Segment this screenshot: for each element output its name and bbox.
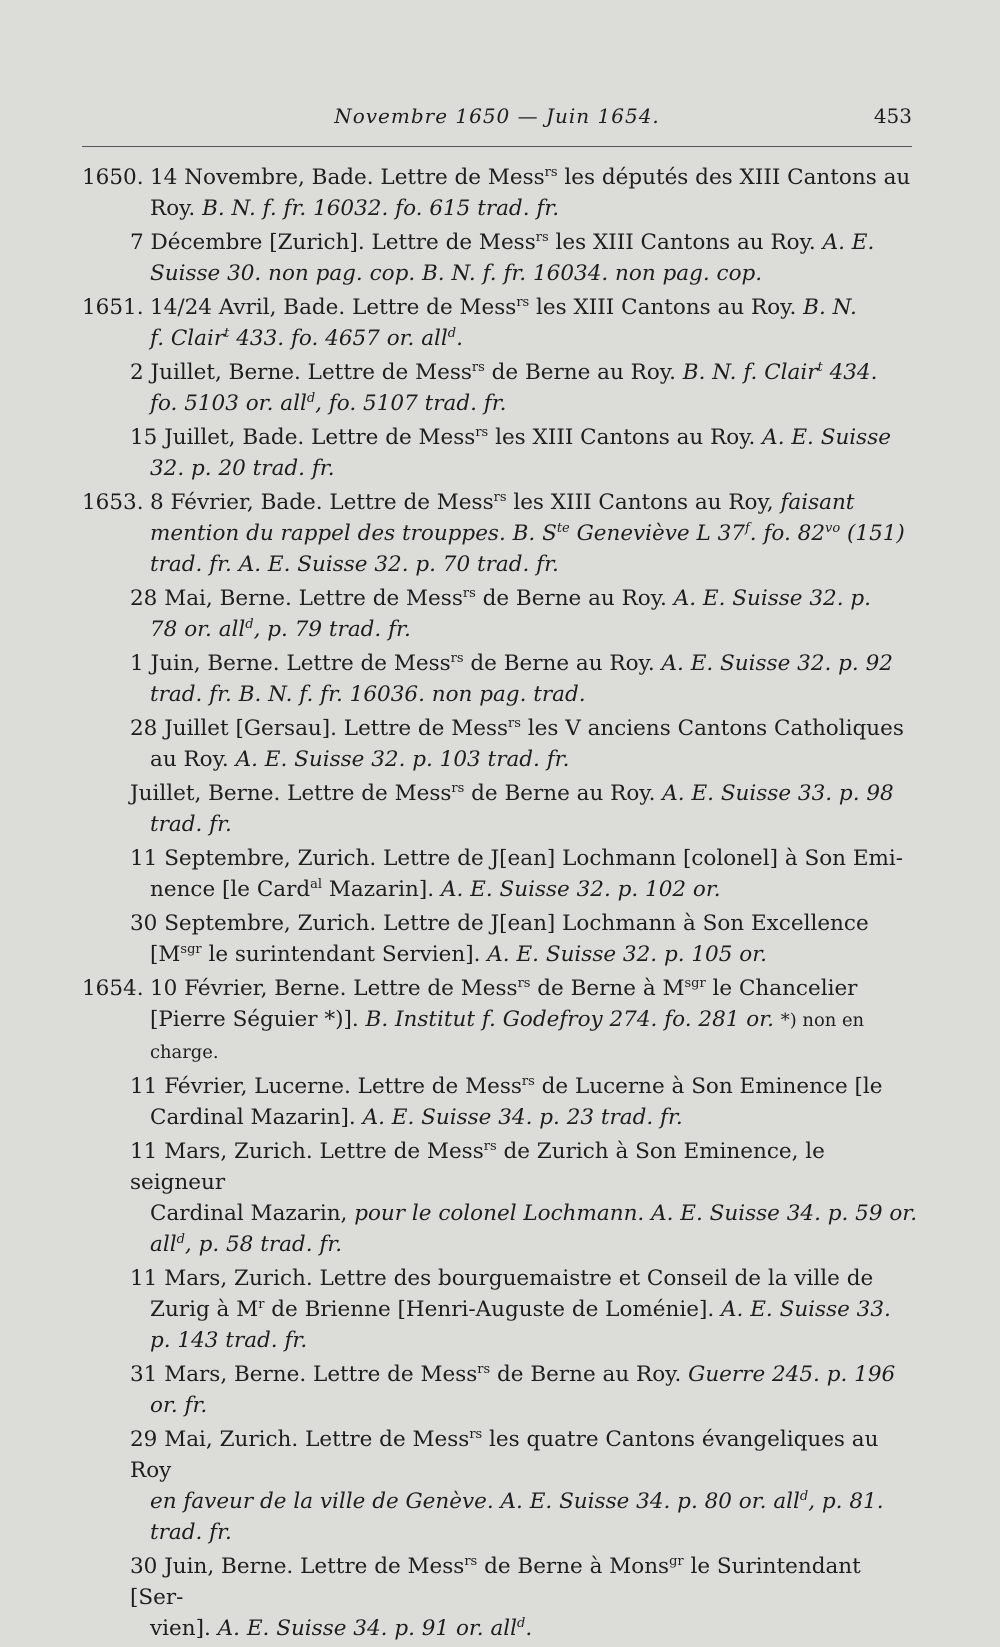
entry-line: fo. 5103 or. all$^d$, fo. 5107 trad. fr. <box>150 391 507 416</box>
entry-line: 7 Décembre [Zurich]. Lettre de Mess$^{rs}$ les XIII Cantons au Roy. A. E. <box>130 230 875 255</box>
entry-line: 14/24 Avril, Bade. Lettre de Mess$^{rs}$ les XIII Cantons au Roy. B. N. <box>150 295 857 320</box>
letter-entry <box>0 908 1000 970</box>
entry-line: Roy. B. N. f. fr. 16032. fo. 615 trad. fr. <box>150 196 560 221</box>
running-header <box>82 104 912 140</box>
letter-entry <box>0 1551 1000 1644</box>
letter-list <box>0 162 1000 1647</box>
entry-line: 10 Février, Berne. Lettre de Mess$^{rs}$ de Berne à $M^{sgr}$ le Chancelier <box>150 976 858 1001</box>
entry-line: 11 Septembre, Zurich. Lettre de J[ean] Lochmann [colonel] à Son Emi- <box>130 846 904 871</box>
entry-line: en faveur de la ville de Genève. A. E. Suisse 34. p. 80 or. all$^d$, p. 81. <box>150 1489 884 1514</box>
entry-year: 1651. <box>82 295 144 320</box>
letter-entry <box>0 1359 1000 1421</box>
letter-entry <box>0 1263 1000 1356</box>
letter-entry <box>0 422 1000 484</box>
entry-year: 1654. <box>82 976 144 1001</box>
entry-line: [$M^{sgr}$ le surintendant Servien]. A. E. Suisse 32. p. 105 or. <box>150 942 767 967</box>
entry-line: trad. fr. B. N. f. fr. 16036. non pag. trad. <box>150 682 586 707</box>
entry-line: f. Clair$^t$ 433. fo. 4657 or. all$^d$. <box>150 326 463 351</box>
letter-entry <box>0 1071 1000 1133</box>
letter-entry <box>0 292 1000 354</box>
letter-entry <box>0 1136 1000 1260</box>
entry-line: [Pierre Séguier *)]. B. Institut f. Godefroy 274. fo. 281 or. *) non en charge. <box>150 1007 865 1063</box>
entry-line: 11 Février, Lucerne. Lettre de Mess$^{rs}$ de Lucerne à Son Eminence [le <box>130 1074 883 1099</box>
letter-entry <box>0 713 1000 775</box>
letter-entry <box>0 357 1000 419</box>
letter-entry <box>0 227 1000 289</box>
entry-line: au Roy. A. E. Suisse 32. p. 103 trad. fr. <box>150 747 570 772</box>
entry-year: 1650. <box>82 165 144 190</box>
entry-line: 28 Mai, Berne. Lettre de Mess$^{rs}$ de Berne au Roy. A. E. Suisse 32. p. <box>130 586 871 611</box>
entry-line: 14 Novembre, Bade. Lettre de Mess$^{rs}$ les députés des XIII Cantons au <box>150 165 911 190</box>
entry-line: nence [le Card$^{al}$ Mazarin]. A. E. Suisse 32. p. 102 or. <box>150 877 721 902</box>
entry-line: 28 Juillet [Gersau]. Lettre de Mess$^{rs}$ les V anciens Cantons Catholiques <box>130 716 904 741</box>
entry-line: trad. fr. A. E. Suisse 32. p. 70 trad. fr. <box>150 552 559 577</box>
entry-line: 11 Mars, Zurich. Lettre des bourguemaistre et Conseil de la ville de <box>130 1266 874 1291</box>
entry-line: 29 Mai, Zurich. Lettre de Mess$^{rs}$ les quatre Cantons évangeliques au Roy <box>130 1427 879 1483</box>
entry-line: 32. p. 20 trad. fr. <box>150 456 335 481</box>
entry-line: 30 Juin, Berne. Lettre de Mess$^{rs}$ de Berne à Mons$^{gr}$ le Surintendant [Ser- <box>130 1554 861 1610</box>
entry-line: vien]. A. E. Suisse 34. p. 91 or. all$^d$. <box>150 1616 533 1641</box>
letter-entry <box>0 487 1000 580</box>
page-title: Novembre 1650 — Juin 1654. <box>334 104 660 128</box>
letter-entry <box>0 843 1000 905</box>
entry-line: Cardinal Mazarin]. A. E. Suisse 34. p. 23 trad. fr. <box>150 1105 683 1130</box>
letter-entry <box>0 583 1000 645</box>
entry-line: 78 or. all$^d$, p. 79 trad. fr. <box>150 617 411 642</box>
entry-line: mention du rappel des trouppes. B. $S^{te}$ Geneviève L 37$^f$. fo. $82^{vo}$ (151) <box>150 521 905 546</box>
entry-line: Cardinal Mazarin, pour le colonel Lochmann. A. E. Suisse 34. p. 59 or. <box>150 1201 918 1226</box>
entry-year: 1653. <box>82 490 144 515</box>
entry-line: Zurig à $M^r$ de Brienne [Henri-Auguste de Loménie]. A. E. Suisse 33. <box>150 1297 891 1322</box>
entry-line: 11 Mars, Zurich. Lettre de Mess$^{rs}$ de Zurich à Son Eminence, le seigneur <box>130 1139 825 1195</box>
entry-line: or. fr. <box>150 1393 208 1418</box>
entry-line: 8 Février, Bade. Lettre de Mess$^{rs}$ les XIII Cantons au Roy, faisant <box>150 490 855 515</box>
entry-line: p. 143 trad. fr. <box>150 1328 308 1353</box>
entry-line: 1 Juin, Berne. Lettre de Mess$^{rs}$ de Berne au Roy. A. E. Suisse 32. p. 92 <box>130 651 893 676</box>
entry-line: 31 Mars, Berne. Lettre de Mess$^{rs}$ de Berne au Roy. Guerre 245. p. 196 <box>130 1362 896 1387</box>
letter-entry <box>0 1424 1000 1548</box>
entry-line: 15 Juillet, Bade. Lettre de Mess$^{rs}$ les XIII Cantons au Roy. A. E. Suisse <box>130 425 891 450</box>
page-number: 453 <box>873 104 912 128</box>
letter-entry <box>0 778 1000 840</box>
entry-line: all$^d$, p. 58 trad. fr. <box>150 1232 343 1257</box>
letter-entry <box>0 648 1000 710</box>
entry-line: 2 Juillet, Berne. Lettre de Mess$^{rs}$ de Berne au Roy. B. N. f. Clair$^t$ 434. <box>130 360 878 385</box>
entry-line: Suisse 30. non pag. cop. B. N. f. fr. 16034. non pag. cop. <box>150 261 763 286</box>
entry-line: 30 Septembre, Zurich. Lettre de J[ean] Lochmann à Son Excellence <box>130 911 869 936</box>
entry-line: Juillet, Berne. Lettre de Mess$^{rs}$ de Berne au Roy. A. E. Suisse 33. p. 98 <box>130 781 894 806</box>
letter-entry <box>0 973 1000 1068</box>
entry-line: trad. fr. <box>150 812 232 837</box>
entry-line: trad. fr. <box>150 1520 232 1545</box>
letter-entry <box>0 162 1000 224</box>
header-rule <box>82 146 912 147</box>
